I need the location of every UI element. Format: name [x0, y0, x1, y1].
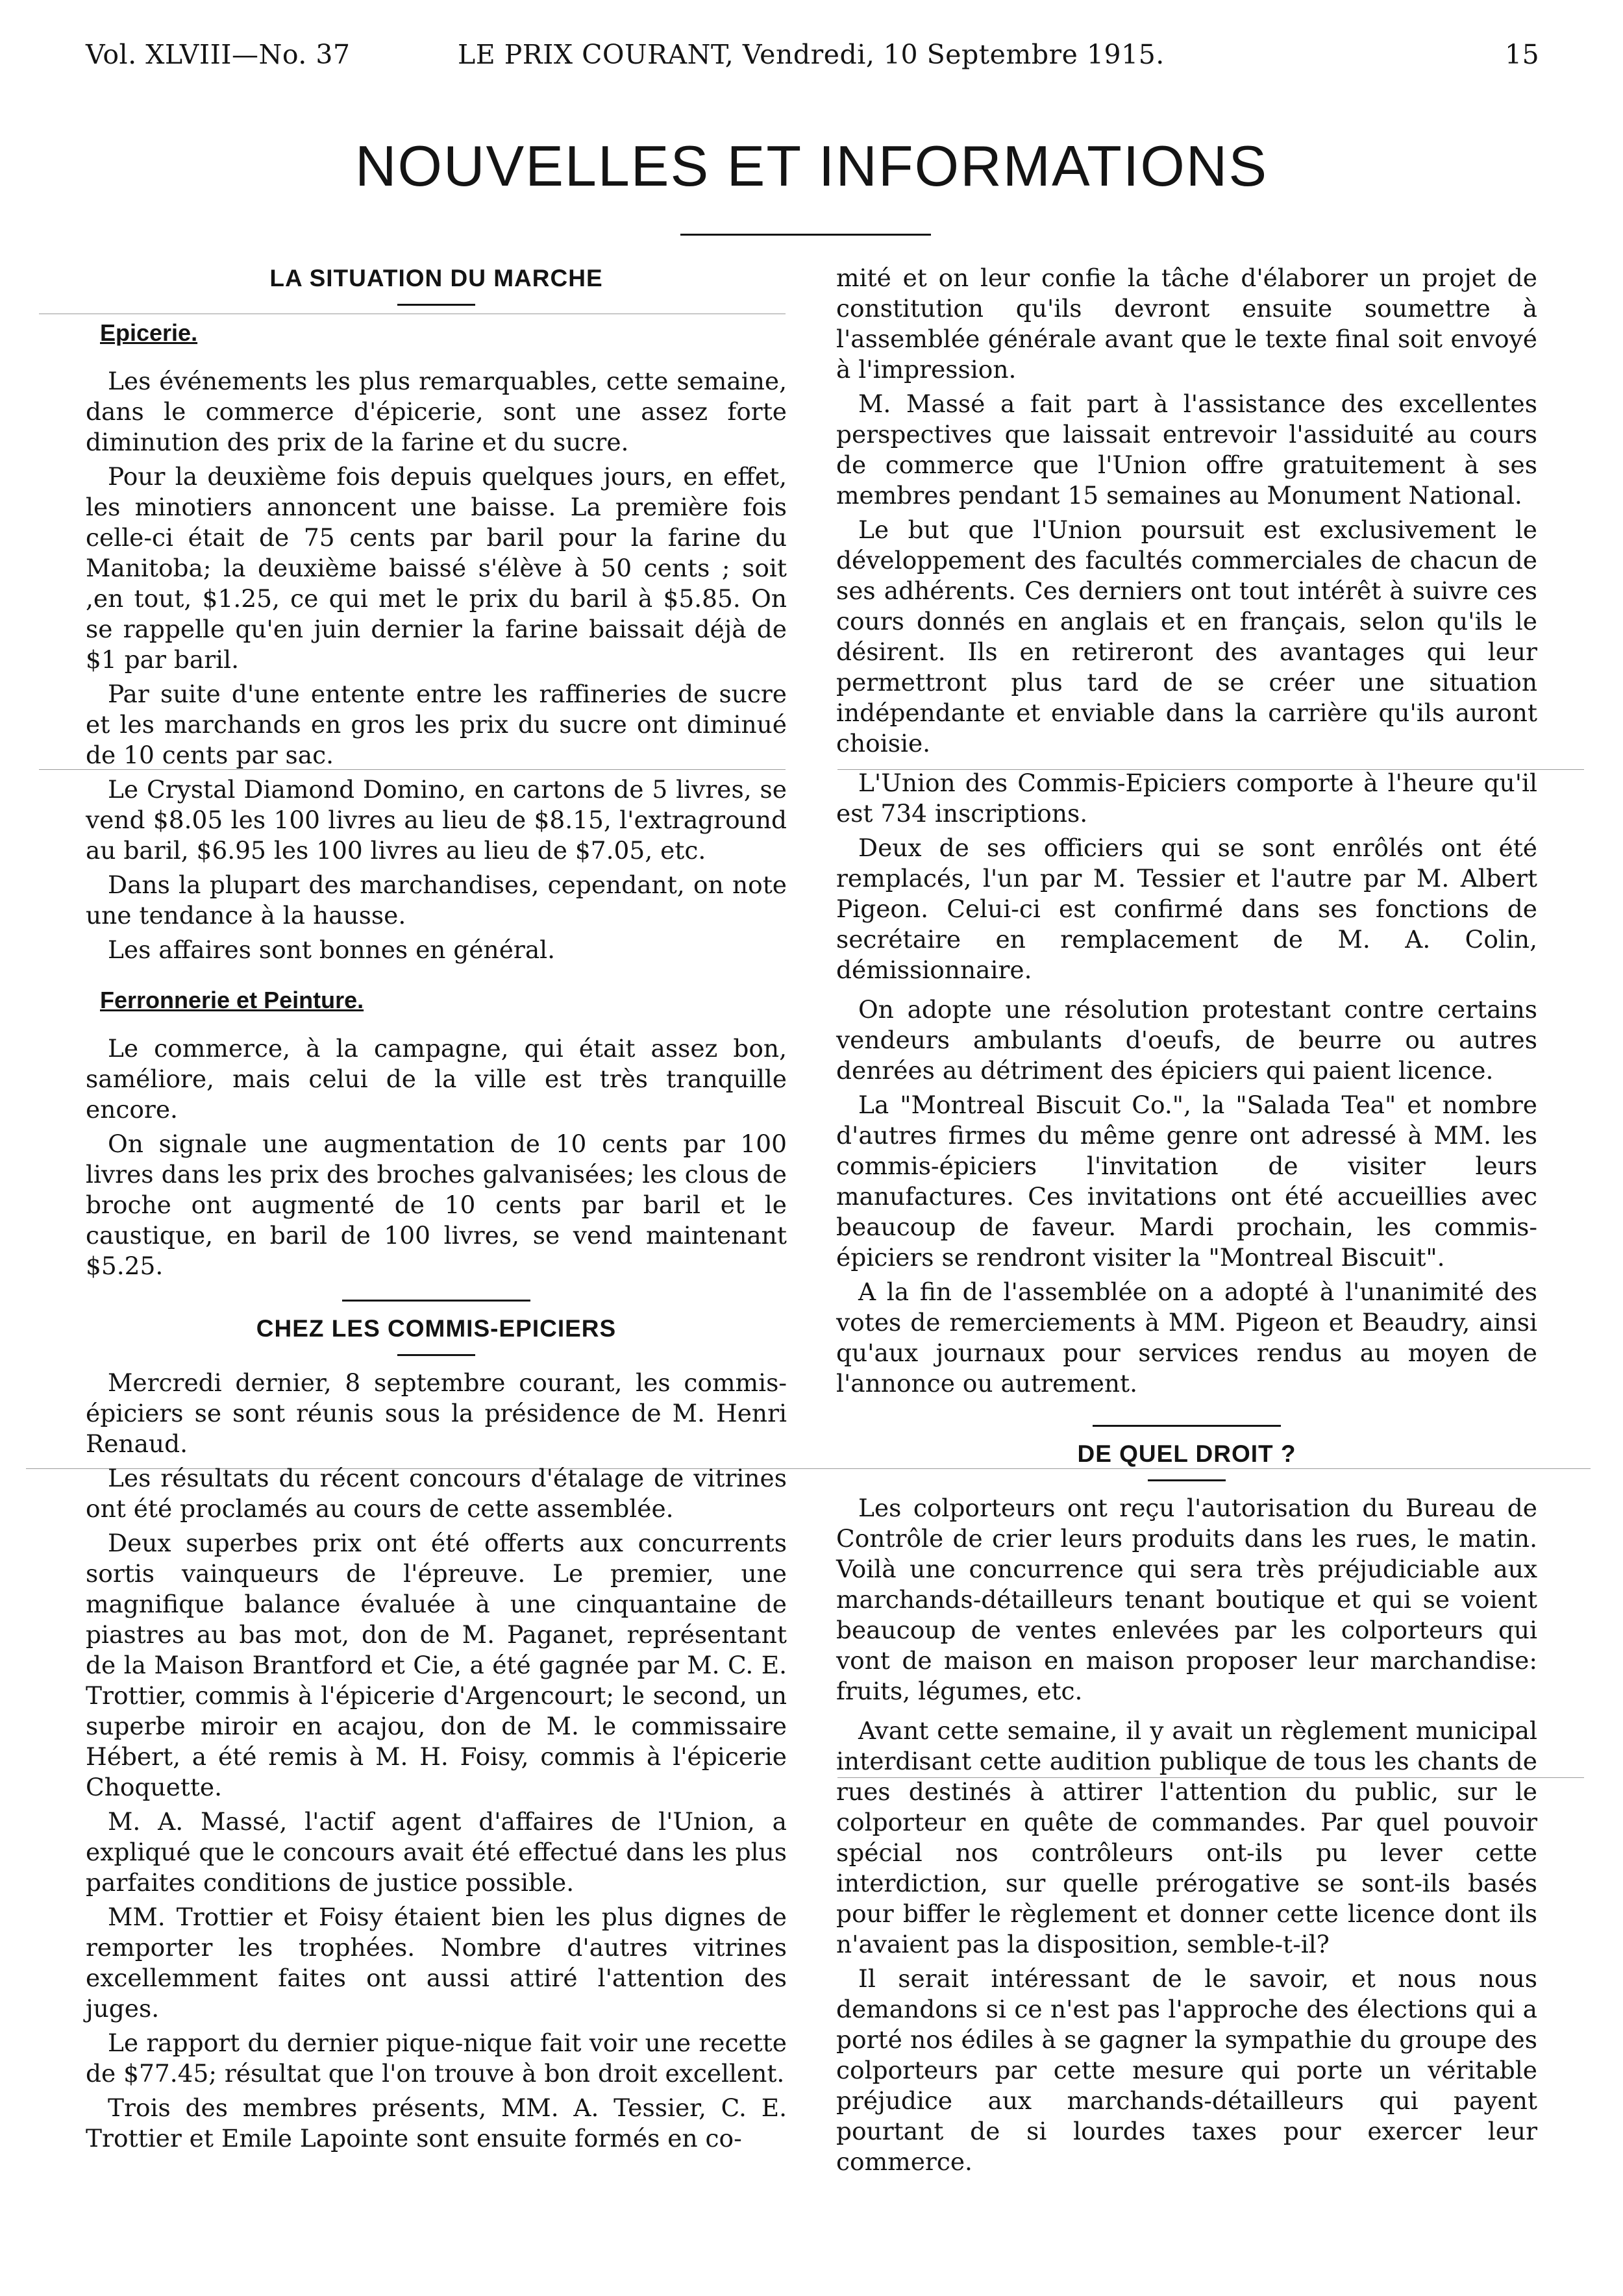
- section-divider: [342, 1300, 530, 1302]
- title-rule: [680, 234, 931, 236]
- paragraph: Le commerce, à la campagne, qui était assez bon, saméliore, mais celui de la ville est très tranquille encore.: [86, 1034, 787, 1124]
- subhead-epicerie: Epicerie.: [100, 319, 198, 346]
- paragraph: Les colporteurs ont reçu l'autorisation du Bureau de Contrôle de crier leurs produits dans les rues, le matin. Voilà une concurrence qui sera très préjudiciable aux marchands-détailleurs tenant boutique et qui se voient beaucoup de ventes enlevées par les colporteurs qui vont de maison en maison proposer leur marchandise: fruits, légumes, etc.: [836, 1494, 1537, 1705]
- page-title: NOUVELLES ET INFORMATIONS: [354, 134, 1269, 198]
- paragraph: La "Montreal Biscuit Co.", la "Salada Tea" et nombre d'autres firmes du même genre ont adressé à MM. les commis-épiciers l'invitation de visiter leurs manufactures. Ces invitations ont été accueillies avec beaucoup de faveur. Mardi prochain, les commis-épiciers se rendront visiter la "Montreal Biscuit".: [836, 1091, 1537, 1272]
- paragraph: Trois des membres présents, MM. A. Tessier, C. E. Trottier et Emile Lapointe sont ensuite formés en co-: [86, 2093, 787, 2153]
- volume-number: Vol. XLVIII—No. 37: [86, 39, 351, 70]
- paragraph: MM. Trottier et Foisy étaient bien les plus dignes de remporter les trophées. Nombre d'autres vitrines excellemment faites ont aussi attiré l'attention des juges.: [86, 1903, 787, 2023]
- right-column: [836, 263, 1537, 2181]
- paragraph: Deux de ses officiers qui se sont enrôlés ont été remplacés, l'un par M. Tessier et l'autre par M. Albert Pigeon. Celui-ci est confirmé dans ses fonctions de secrétaire en remplacement de M. A. Colin, démissionnaire.: [836, 833, 1537, 984]
- paragraph: Pour la deuxième fois depuis quelques jours, en effet, les minotiers annoncent une baisse. La première fois celle-ci était de 75 cents par baril pour la farine du Manitoba; la deuxième baissé s'élève à 50 cents ; soit ,en tout, $1.25, ce qui met le prix du baril à $5.85. On se rappelle qu'en juin dernier la farine baissait déjà de $1 par baril.: [86, 462, 787, 674]
- section-title-commis: CHEZ LES COMMIS-EPICIERS: [256, 1315, 617, 1342]
- left-column: [86, 263, 787, 2158]
- paragraph: Deux superbes prix ont été offerts aux concurrents sortis vainqueurs de l'épreuve. Le premier, une magnifique balance évaluée à une cinquantaine de piastres au bas mot, don de M. Paganet, représentant de la Maison Brantford et Cie, a été gagnée par M. C. E. Trottier, commis à l'épicerie d'Argencourt; le second, un superbe miroir en acajou, don de M. le commissaire Hébert, a été remis à M. H. Foisy, commis à l'épicerie Choquette.: [86, 1529, 787, 1801]
- paragraph: On signale une augmentation de 10 cents par 100 livres dans les prix des broches galvanisées; les clous de broche ont augmenté de 10 cents par baril et le caustique, en baril de 100 livres, se vend maintenant $5.25.: [86, 1129, 787, 1280]
- paragraph: Les affaires sont bonnes en général.: [108, 935, 556, 964]
- section-title-droit: DE QUEL DROIT ?: [1077, 1440, 1296, 1467]
- paragraph: Avant cette semaine, il y avait un règlement municipal interdisant cette audition publique de tous les chants de rues destinés à attirer l'attention du public, sur le colporteur en quête de commandes. Par quel pouvoir spécial nos contrôleurs ont-ils pu lever cette interdiction, sur quelle prérogative se sont-ils basés pour biffer le règlement et donner cette licence dont ils n'avaient pas la disposition, semble-t-il?: [836, 1716, 1537, 1958]
- section-divider: [1093, 1425, 1281, 1427]
- paragraph: M. Massé a fait part à l'assistance des excellentes perspectives que laissait entrevoir l'assiduité au cours de commerce que l'Union offre gratuitement à ses membres pendant 15 semaines au Monument National.: [836, 389, 1537, 510]
- paragraph: mité et on leur confie la tâche d'élaborer un projet de constitution qu'ils devront ensuite soumettre à l'assemblée générale avant que le texte final soit envoyé à l'impression.: [836, 264, 1537, 384]
- paragraph: Les résultats du récent concours d'étalage de vitrines ont été proclamés au cours de cette assemblée.: [86, 1464, 787, 1523]
- paragraph: Il serait intéressant de le savoir, et nous nous demandons si ce n'est pas l'approche des élections qui a porté nos édiles à se gagner la sympathie du groupe des colporteurs par cette mesure qui porte un véritable préjudice aux marchands-détailleurs qui payent pourtant de si lourdes taxes pour exercer leur commerce.: [836, 1964, 1537, 2176]
- paragraph: L'Union des Commis-Epiciers comporte à l'heure qu'il est 734 inscriptions.: [836, 769, 1537, 828]
- paragraph: Dans la plupart des marchandises, cependant, on note une tendance à la hausse.: [86, 870, 787, 930]
- paragraph: Le Crystal Diamond Domino, en cartons de 5 livres, se vend $8.05 les 100 livres au lieu de $8.15, l'extraground au baril, $6.95 les 100 livres au lieu de $7.05, etc.: [86, 775, 787, 865]
- paragraph: Mercredi dernier, 8 septembre courant, les commis-épiciers se sont réunis sous la présidence de M. Henri Renaud.: [86, 1368, 787, 1458]
- paragraph: Par suite d'une entente entre les raffineries de sucre et les marchands en gros les prix du sucre ont diminué de 10 cents par sac.: [86, 680, 787, 769]
- section-rule: [397, 1354, 475, 1356]
- publication-line: LE PRIX COURANT, Vendredi, 10 Septembre 1915.: [458, 39, 1165, 70]
- paragraph: Les événements les plus remarquables, cette semaine, dans le commerce d'épicerie, sont une assez forte diminution des prix de la farine et du sucre.: [86, 367, 787, 456]
- paragraph: Le rapport du dernier pique-nique fait voir une recette de $77.45; résultat que l'on trouve à bon droit excellent.: [86, 2029, 787, 2088]
- section-rule: [397, 304, 475, 306]
- section-rule: [1148, 1479, 1226, 1481]
- paragraph: A la fin de l'assemblée on a adopté à l'unanimité des votes de remerciements à MM. Pigeon et Beaudry, ainsi qu'aux journaux pour services rendus au moyen de l'annonce ou autrement.: [836, 1278, 1537, 1398]
- page-number: 15: [1505, 39, 1540, 70]
- paragraph: M. A. Massé, l'actif agent d'affaires de l'Union, a expliqué que le concours avait été effectué dans les plus parfaites conditions de justice possible.: [86, 1807, 787, 1897]
- paragraph: On adopte une résolution protestant contre certains vendeurs ambulants d'oeufs, de beurre ou autres denrées au détriment des épiciers qui paient licence.: [836, 995, 1537, 1085]
- subhead-ferronnerie: Ferronnerie et Peinture.: [100, 987, 364, 1013]
- paragraph: Le but que l'Union poursuit est exclusivement le développement des facultés commerciales de chacun de ses adhérents. Ces derniers ont tout intérêt à suivre ces cours donnés en anglais et en français, selon qu'ils le désirent. Ils en retireront des avantages qui leur permettront plus tard de se créer une situation indépendante et enviable dans la carrière qu'ils auront choisie.: [836, 515, 1537, 758]
- section-title-market: LA SITUATION DU MARCHE: [269, 265, 603, 291]
